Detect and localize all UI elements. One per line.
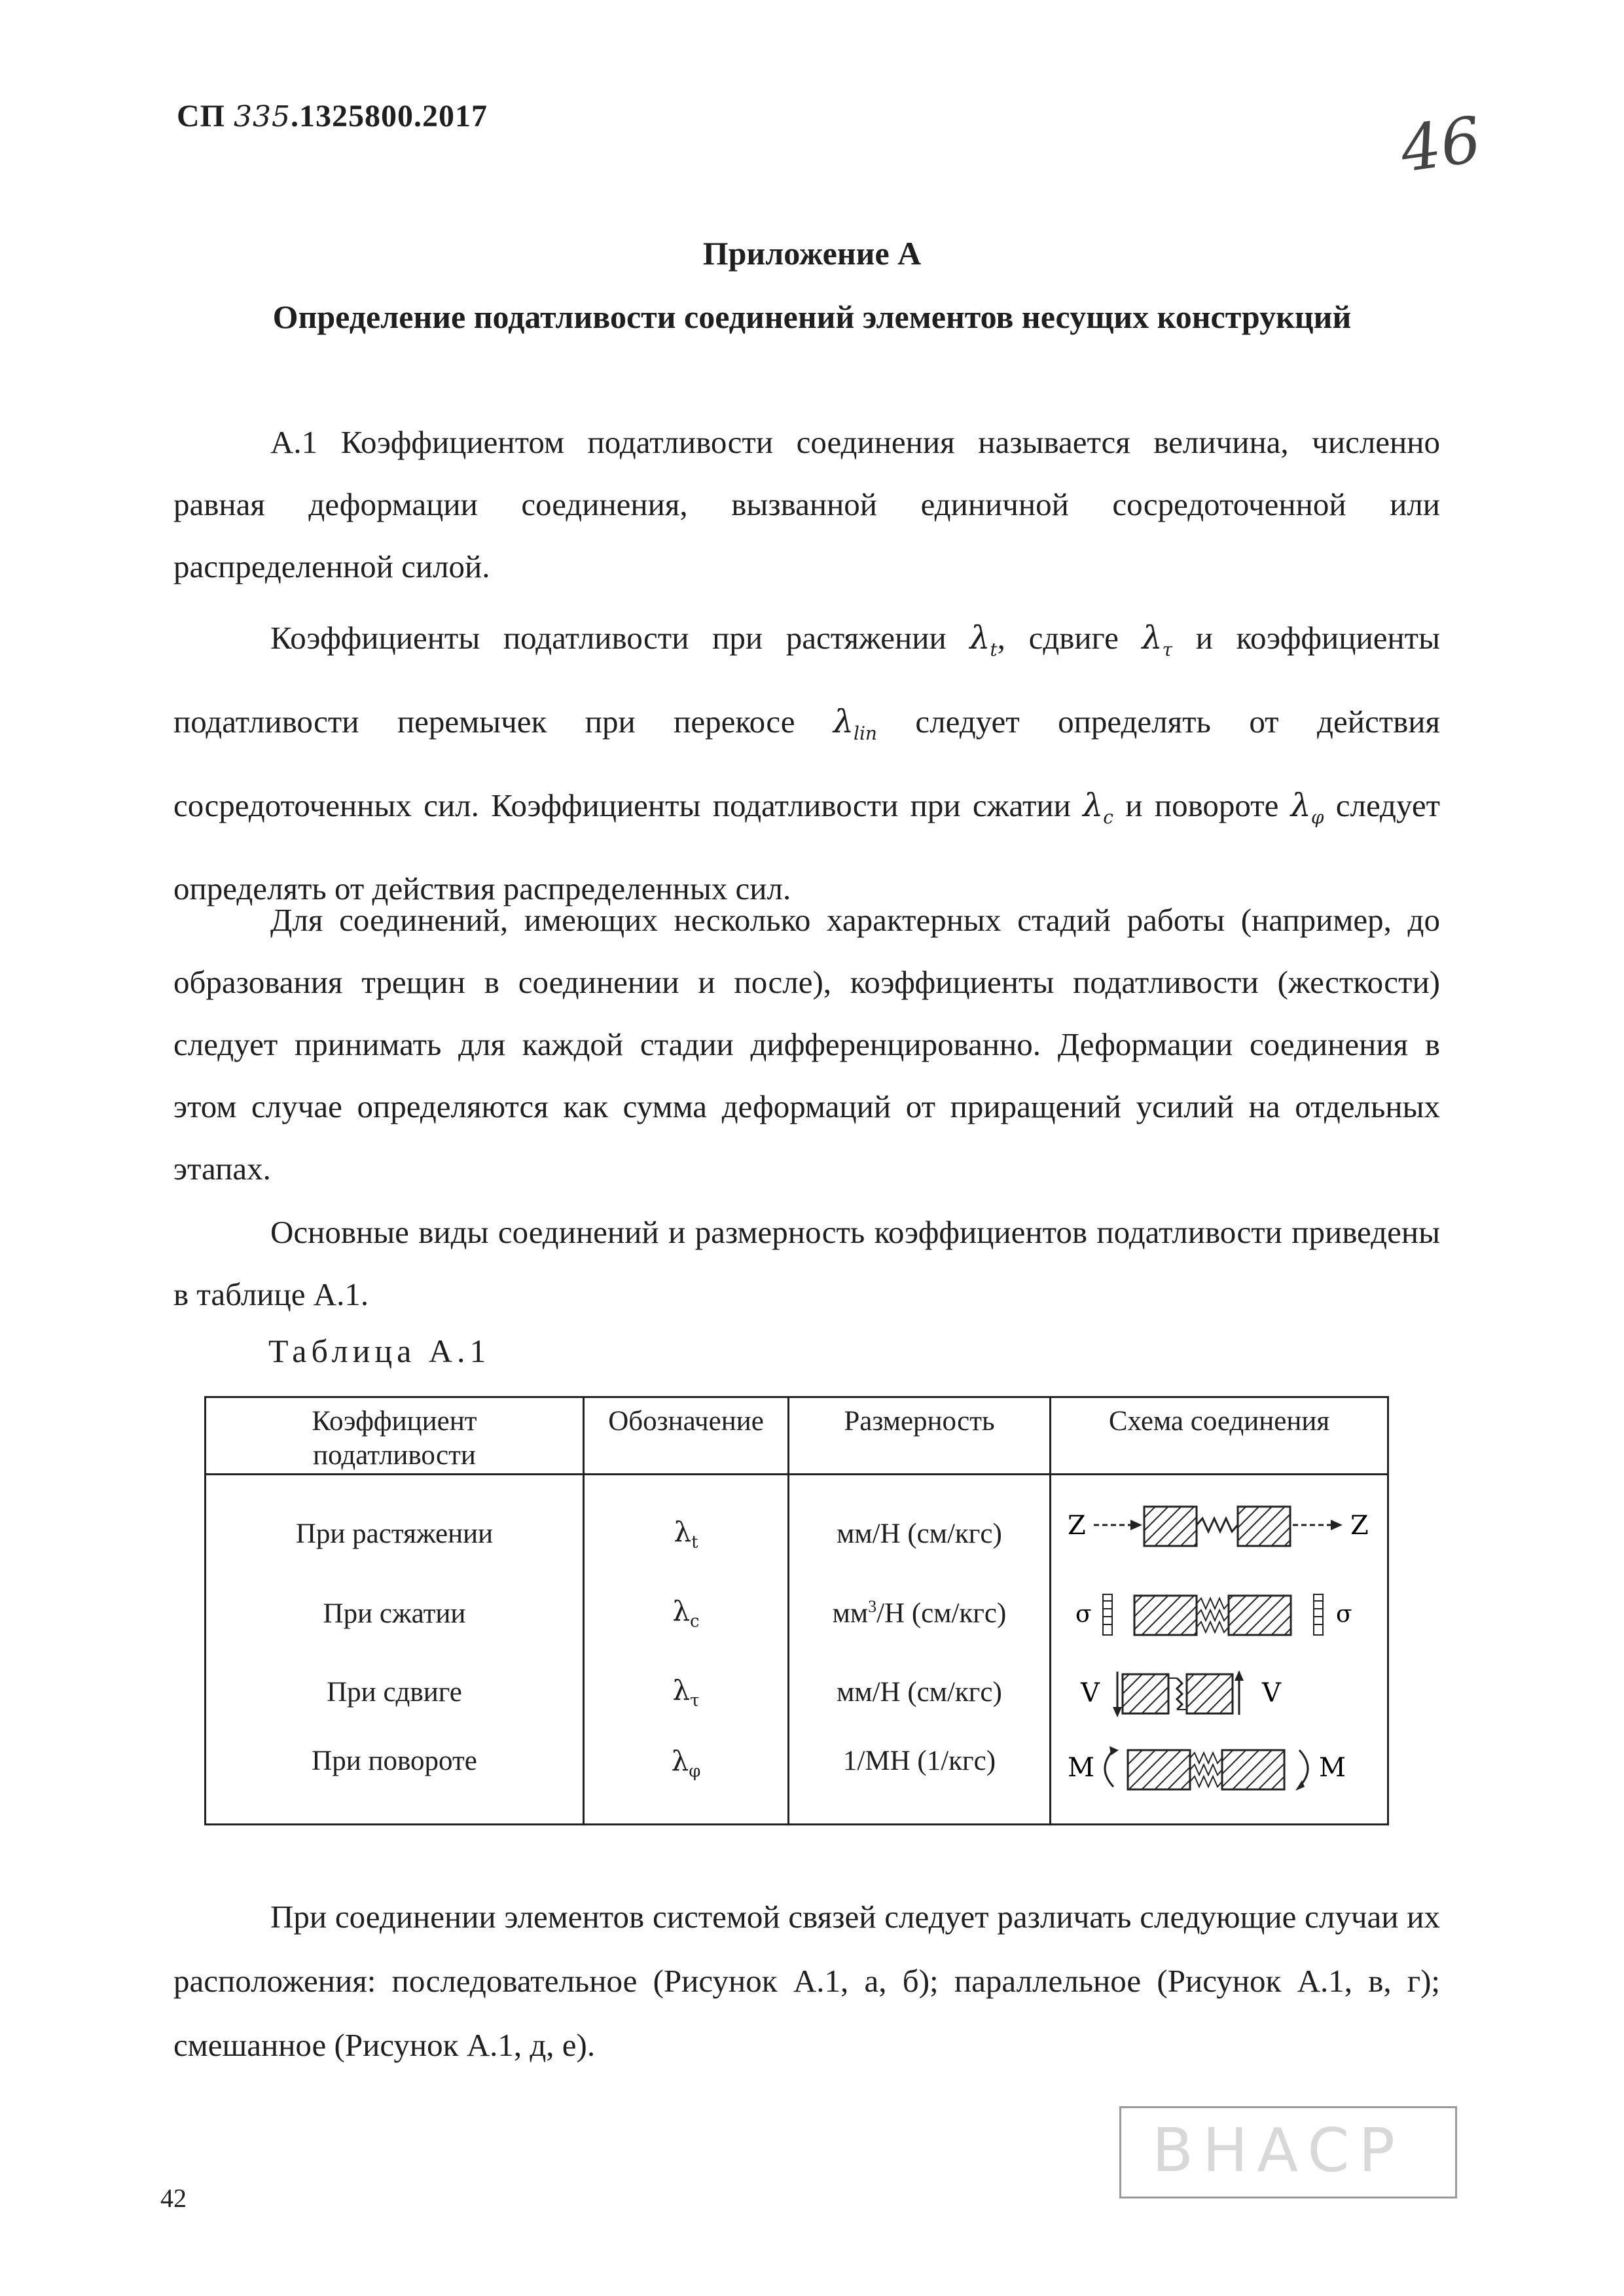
label-right: Z [1350,1511,1369,1541]
appendix-subtitle: Определение податливости соединений элементов несущих конструкций [272,298,1352,335]
appendix-title: Приложение А [702,235,922,272]
table-row [206,1653,1388,1731]
table-caption: Таблица А.1 [268,1333,491,1369]
row-unit: мм/Н (см/кгс) [789,1475,1051,1574]
table-row [206,1574,1388,1653]
scheme-tension [1051,1475,1388,1574]
label-left: V [1080,1678,1100,1709]
row-symbol: $\lambda_\varphi$ [584,1732,789,1825]
header-designation: Обозначение [584,1397,789,1475]
row-symbol: $\lambda_t$ [584,1475,789,1574]
symbol-lambda-t: $\lambda_t$ [969,619,998,660]
table-row [206,1732,1388,1825]
row-symbol: $\lambda_c$ [584,1574,789,1653]
paragraph-arrangement: При соединении элементов системой связей следует различать следующие случаи их расположения: последовательное (Рисунок А.1, а, б); параллельное (Рисунок А.1, в, г); смешанное (Рисунок А.1, д, е). [173,1899,1440,2063]
row-symbol: $\lambda_\tau$ [584,1653,789,1731]
handwritten-number: 335 [234,100,291,134]
header-coefficient: Коэффициент податливости [206,1397,584,1475]
stamp-text: ВНАСР [1152,2115,1404,2185]
paragraph-table-ref: Основные виды соединений и размерность коэффициентов податливости приведены в таблице А.1. [173,1214,1440,1312]
row-unit: 1/МН (1/кгс) [789,1732,1051,1825]
label-right: V [1261,1678,1281,1709]
header-dimension: Размерность [789,1397,1051,1475]
paragraph-coefficients: Коэффициенты податливости при растяжении $\lambda_t$, сдвиге $\lambda_\tau$ и коэффициенты податливости перемычек при перекосе $\lambda_{lin}$ следует определять от действия сосредоточенных сил. Коэффициенты податливости при сжатии $\lambda_c$ и повороте $\lambda_\varphi$ следует определять от действия распределенных сил. [173,619,1441,907]
scheme-rotation [1051,1732,1388,1825]
symbol-lambda-tau: $\lambda_\tau$ [1142,619,1173,660]
scheme-compression [1051,1574,1388,1653]
compliance-table [204,1396,1389,1825]
symbol-lambda-lin: $\lambda_{lin}$ [833,702,877,744]
paragraph-a1: А.1 Коэффициентом податливости соединения называется величина, численно равная деформации соединения, вызванной единичной сосредоточенной или распределенной силой. [173,424,1440,584]
scheme-shear [1051,1653,1388,1731]
handwritten-page-mark: 46 [1396,103,1486,187]
header-scheme: Схема соединения [1051,1397,1388,1475]
label-right: M [1318,1752,1346,1783]
symbol-lambda-c: $\lambda_c$ [1083,786,1113,828]
label-left: Z [1067,1511,1086,1541]
document-code: СП 335.1325800.2017 [177,99,488,134]
table-row [206,1475,1388,1574]
table-header-row [206,1397,1388,1475]
row-name: При растяжении [206,1475,584,1574]
symbol-lambda-phi: $\lambda_\varphi$ [1290,786,1324,828]
row-unit: $мм^3/Н$ (см/кгс) [789,1574,1051,1653]
label-left: M [1067,1752,1094,1783]
page-number: 42 [160,2183,187,2213]
label-left: σ [1075,1601,1092,1628]
paragraph-stages: Для соединений, имеющих несколько характерных стадий работы (например, до образования трещин в соединении и после), коэффициенты податливости (жесткости) следует принимать для каждой стадии дифференцированно. Деформации соединения в этом случае определяются как сумма деформаций от приращений усилий на отдельных этапах. [173,902,1440,1187]
label-right: σ [1335,1601,1352,1628]
row-name: При сдвиге [206,1653,584,1731]
row-unit: мм/Н (см/кгс) [789,1653,1051,1731]
row-name: При повороте [206,1732,584,1825]
row-name: При сжатии [206,1574,584,1653]
